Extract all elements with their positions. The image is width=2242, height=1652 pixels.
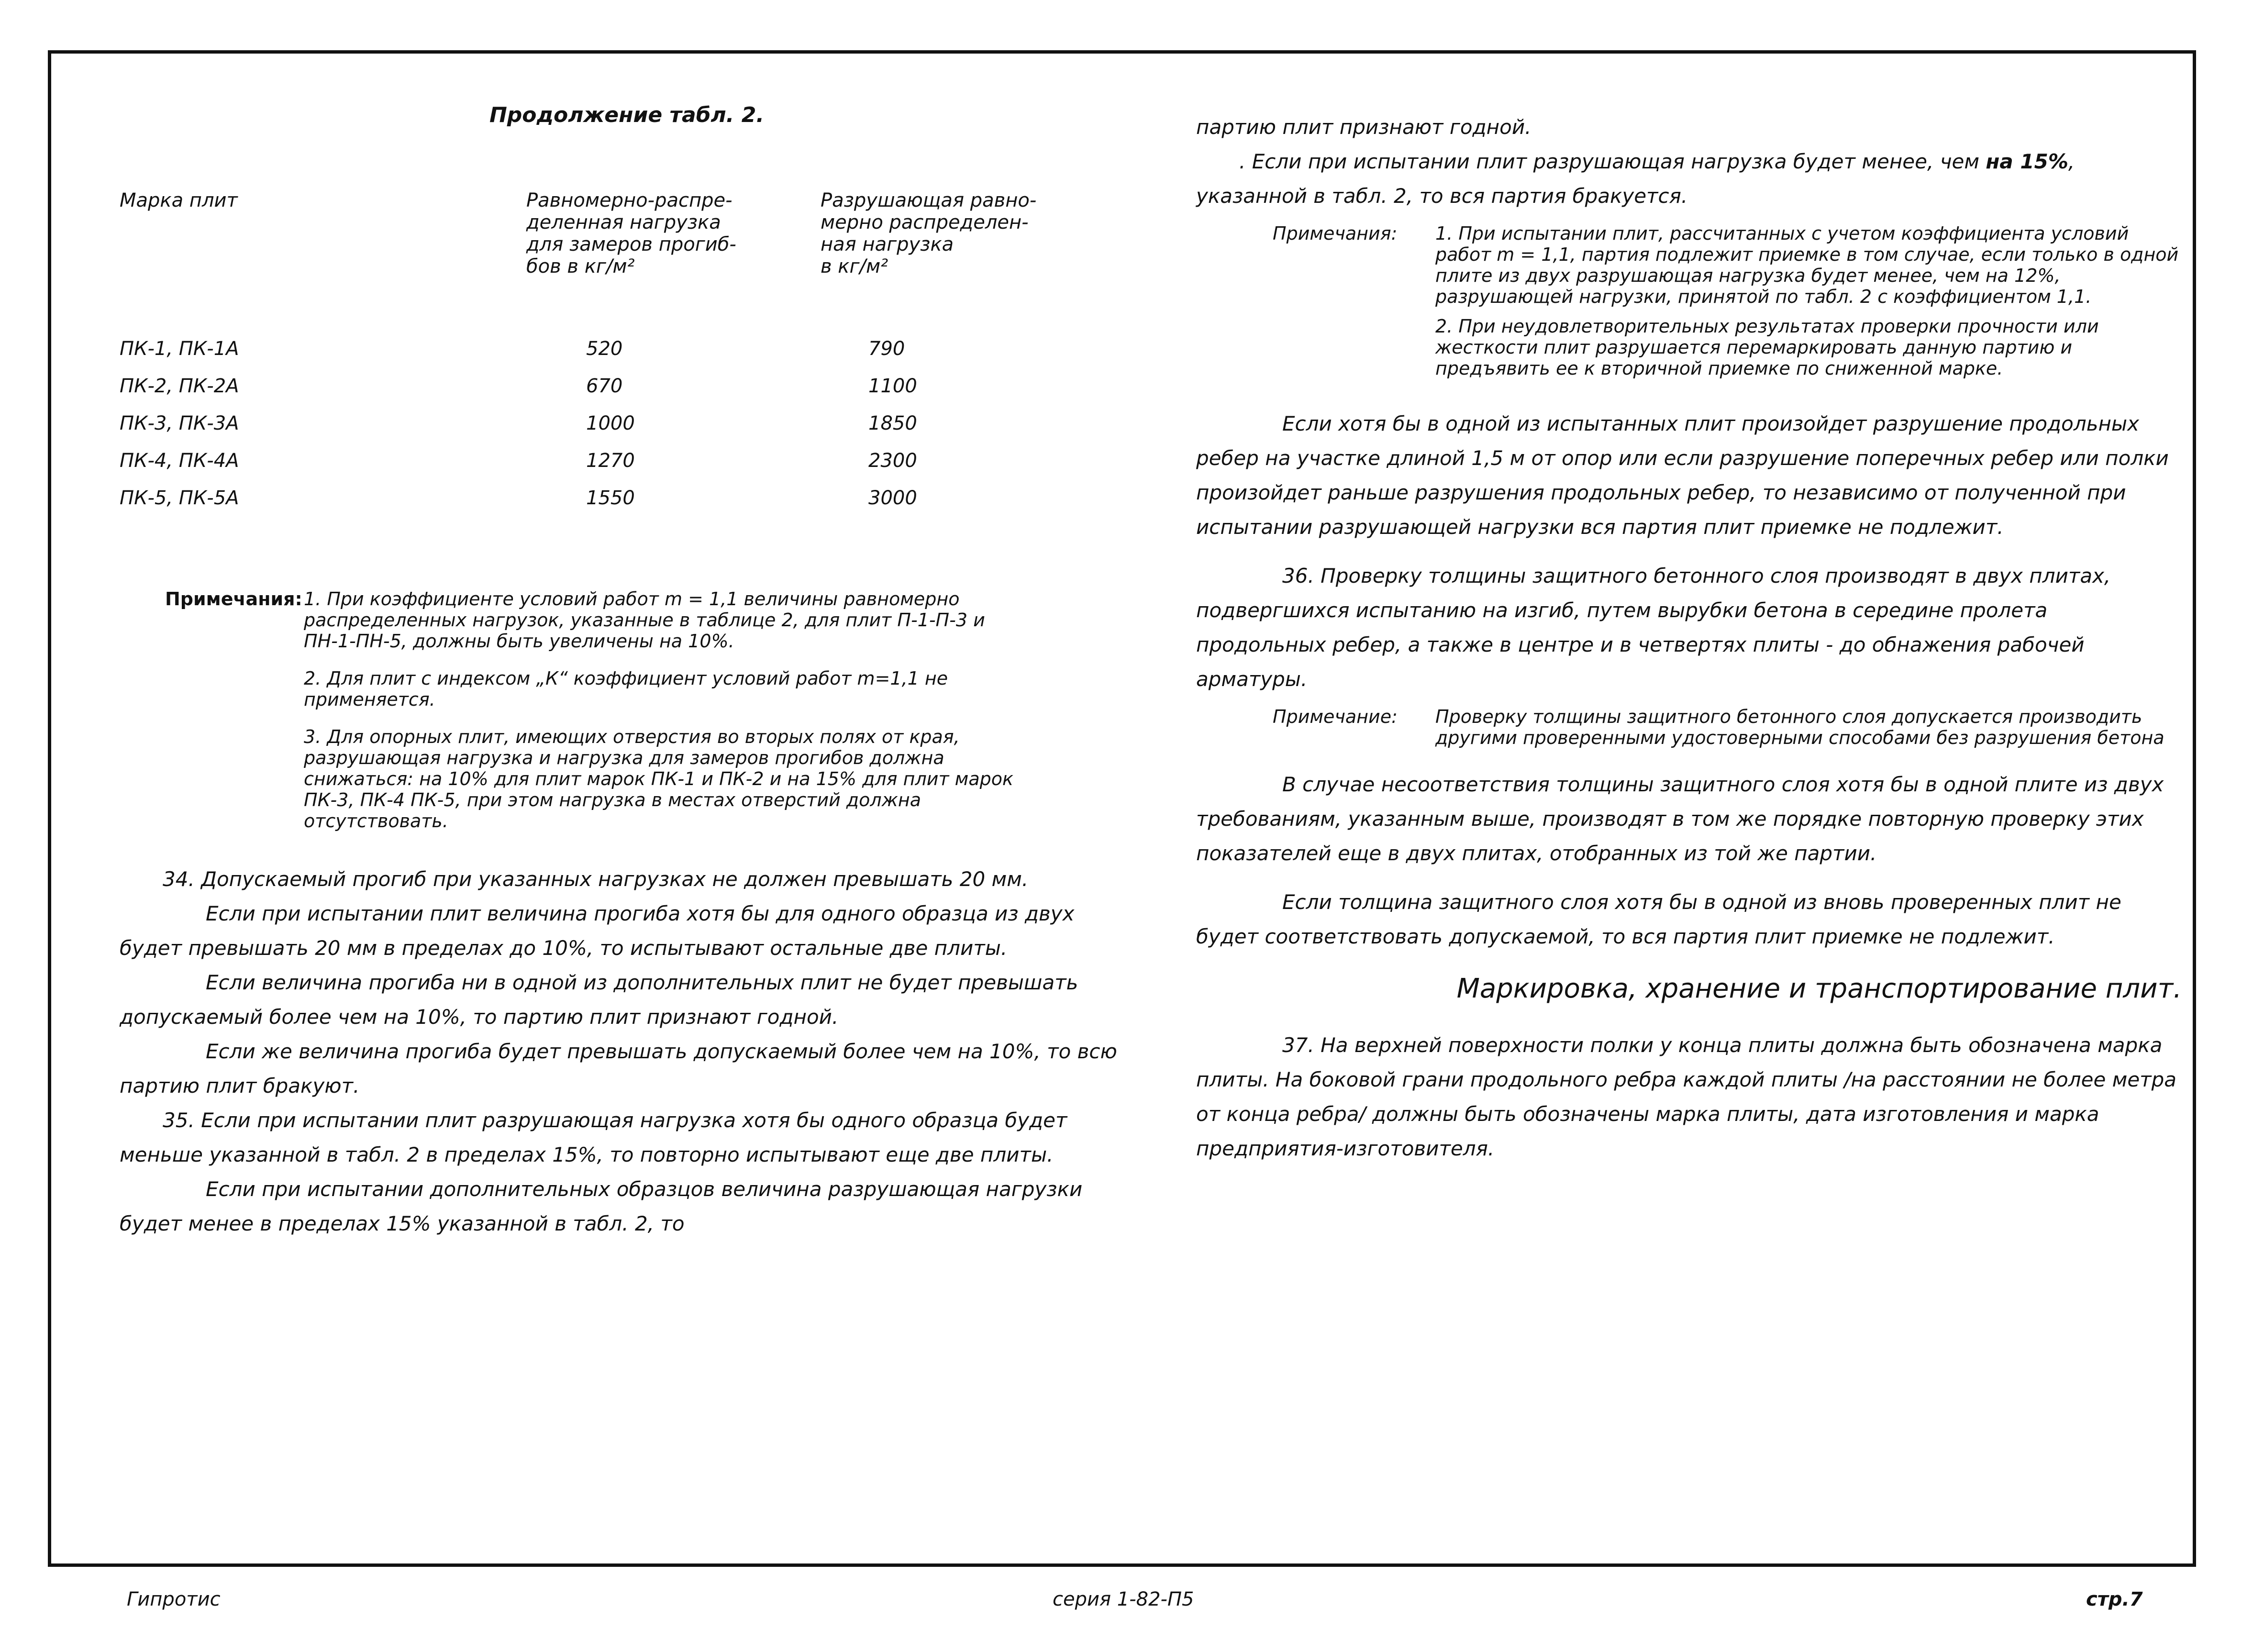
load-table xyxy=(120,330,1088,517)
footer-series: серия 1-82-П5 xyxy=(1053,1588,1194,1610)
table-row xyxy=(120,367,1088,405)
table-title: Продолжение табл. 2. xyxy=(489,103,765,127)
notes-list xyxy=(1435,223,2182,388)
notes-label: Примечания: xyxy=(1273,223,1398,244)
paragraph: Если величина прогиба ни в одной из дополнительных плит не будет превышать допускаемый более чем на 10%, то партию плит признают годной. xyxy=(120,971,1078,1029)
paragraph: Если же величина прогиба будет превышать допускаемый более чем на 10%, то всю партию плит бракуют. xyxy=(120,1040,1117,1098)
section-heading: Маркировка, хранение и транспортирование плит. xyxy=(1456,973,2182,1004)
paragraph-35: 35. Если при испытании плит разрушающая нагрузка хотя бы одного образца будет меньше указанной в табл. 2 в пределах 15%, то повторно испытывают еще две плиты. xyxy=(120,1109,1067,1166)
table-header xyxy=(120,189,1134,277)
cell-uniform: 1550 xyxy=(586,487,635,509)
cell-mark: ПК-2, ПК-2А xyxy=(120,375,239,397)
cell-mark: ПК-3, ПК-3А xyxy=(120,412,239,434)
right-column xyxy=(1196,110,2182,1166)
cell-breaking: 1850 xyxy=(868,412,917,434)
cell-mark: ПК-1, ПК-1А xyxy=(120,338,239,360)
note-item: 2. При неудовлетворительных результатах проверки прочности или жесткости плит разрушается перемаркировать данную партию и предъявить ее к вторичной приемке по сниженной марке. xyxy=(1435,316,2099,379)
paragraph-34: 34. Допускаемый прогиб при указанных нагрузках не должен превышать 20 мм. xyxy=(163,867,1029,891)
cell-breaking: 3000 xyxy=(868,487,917,509)
cell-mark: ПК-4, ПК-4А xyxy=(120,450,239,472)
notes-list xyxy=(304,588,1031,848)
note-item: 3. Для опорных плит, имеющих отверстия во вторых полях от края, разрушающая нагрузка и нагрузка для замеров прогибов должна снижаться: на 10% для плит марок ПК-1 и ПК-2 и на 15% для плит марок ПК-3, ПК-4 ПК-5, при этом нагрузка в местах отверстий должна отсутствовать. xyxy=(304,726,1013,832)
note-text: Проверку толщины защитного бетонного слоя допускается производить другими проверенными удостоверными способами без разрушения бетона xyxy=(1435,706,2164,748)
cell-breaking: 790 xyxy=(868,338,905,360)
right-notes xyxy=(1196,223,2182,388)
cell-uniform: 1000 xyxy=(586,412,635,434)
paragraph: Если при испытании дополнительных образцов величина разрушающая нагрузки будет менее в пределах 15% указанной в табл. 2, то xyxy=(120,1177,1083,1235)
left-column xyxy=(120,103,1134,1241)
notes-label: Примечания: xyxy=(165,588,302,610)
table-row xyxy=(120,442,1088,479)
footer-organization: Гипротис xyxy=(127,1588,221,1610)
footer-page-number: стр.7 xyxy=(2086,1588,2143,1610)
paragraph: Если толщина защитного слоя хотя бы в одной из вновь проверенных плит не будет соответствовать допускаемой, то вся партия плит приемке не подлежит. xyxy=(1196,890,2121,948)
paragraph-37: 37. На верхней поверхности полки у конца плиты должна быть обозначена марка плиты. На боковой грани продольного ребра каждой плиты /на расстоянии не более метра от конца ребра/ должны быть обозначены марка плиты, дата изготовления и марка предприятия-изготовителя. xyxy=(1196,1033,2177,1160)
header-uniform-load: Равномерно-распре- деленная нагрузка для замеров прогиб- бов в кг/м² xyxy=(526,189,736,277)
cell-mark: ПК-5, ПК-5А xyxy=(120,487,239,509)
table-row xyxy=(120,405,1088,442)
paragraph-36: 36. Проверку толщины защитного бетонного слоя производят в двух плитах, подвергшихся испытанию на изгиб, путем вырубки бетона в середине пролета продольных ребер, а также в центре и в четвертях плиты - до обнажения рабочей арматуры. xyxy=(1196,564,2111,691)
text-span: . Если при испытании плит разрушающая нагрузка будет менее, чем xyxy=(1239,150,1986,173)
paragraph xyxy=(1196,144,2182,213)
right-note-2 xyxy=(1196,706,2182,748)
table-row xyxy=(120,330,1088,367)
note-item: 1. При испытании плит, рассчитанных с учетом коэффициента условий работ m = 1,1, партия подлежит приемке в том случае, если только в одной плите из двух разрушающая нагрузка будет менее, чем на 12%, разрушающей нагрузки, принятой по табл. 2 с коэффициентом 1,1. xyxy=(1435,223,2179,307)
note-label: Примечание: xyxy=(1273,706,1398,727)
note-item: 2. Для плит с индексом „К“ коэффициент условий работ m=1,1 не применяется. xyxy=(304,668,948,710)
cell-uniform: 670 xyxy=(586,375,623,397)
emphasis-span: на 15% xyxy=(1986,150,2068,173)
header-mark: Марка плит xyxy=(120,189,238,211)
cell-uniform: 520 xyxy=(586,338,623,360)
paragraph: Если при испытании плит величина прогиба хотя бы для одного образца из двух будет превышать 20 мм в пределах до 10%, то испытывают остальные две плиты. xyxy=(120,902,1075,960)
cell-breaking: 2300 xyxy=(868,450,917,472)
paragraph: партию плит признают годной. xyxy=(1196,115,1532,139)
table-row xyxy=(120,479,1088,517)
paragraph: Если хотя бы в одной из испытанных плит произойдет разрушение продольных ребер на участке длиной 1,5 м от опор или если разрушение поперечных ребер или полки произойдет раньше разрушения продольных ребер, то независимо от полученной при испытании разрушающей нагрузки вся партия плит приемке не подлежит. xyxy=(1196,412,2169,539)
text-span: , указанной в табл. 2, то вся партия бракуется. xyxy=(1196,150,2075,208)
header-breaking-load: Разрушающая равно- мерно распределен- ная нагрузка в кг/м² xyxy=(821,189,1037,277)
cell-uniform: 1270 xyxy=(586,450,635,472)
paragraph: В случае несоответствия толщины защитного слоя хотя бы в одной плите из двух требованиям, указанным выше, производят в том же порядке повторную проверку этих показателей еще в двух плитах, отобранных из той же партии. xyxy=(1196,773,2164,865)
table-notes xyxy=(120,588,1134,848)
note-item: 1. При коэффициенте условий работ m = 1,1 величины равномерно распределенных нагрузок, указанные в таблице 2, для плит П-1-П-3 и ПН-1-ПН-5, должны быть увеличены на 10%. xyxy=(304,588,985,652)
cell-breaking: 1100 xyxy=(868,375,917,397)
